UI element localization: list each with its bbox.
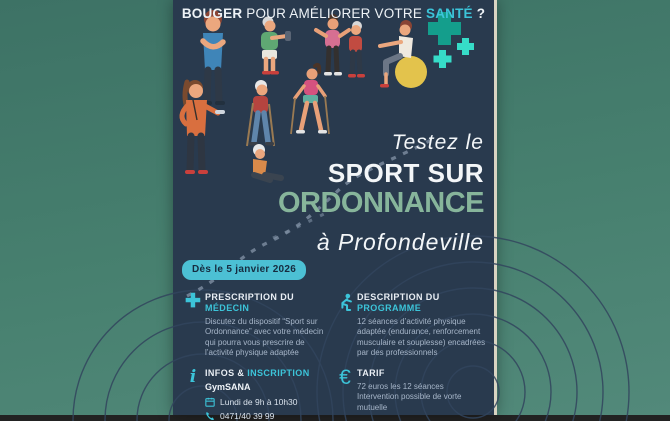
section-prescription-body: Discutez du dispositif “Sport sur Ordonnance” avec votre médecin qui pourra vous prescrire de l’activité physique adaptée	[205, 316, 324, 358]
illustration-senior-seated	[253, 144, 281, 180]
organization-name: GymSANA	[205, 381, 251, 392]
title-script-intro: Testez le	[391, 131, 484, 154]
tarif-note: Intervention possible de vorte mutuelle	[357, 392, 462, 412]
heading-accent: PROGRAMME	[357, 302, 422, 313]
phone-row	[205, 411, 310, 421]
illustration-woman-exercise-ball	[380, 20, 427, 88]
plus-icon: ✚	[185, 291, 201, 312]
main-title-block	[278, 131, 484, 256]
euro-icon: €	[339, 365, 351, 389]
schedule-row	[205, 397, 310, 407]
section-prescription-heading	[205, 292, 329, 314]
title-place: à Profondeville	[316, 229, 484, 255]
section-prescription-content	[205, 292, 329, 359]
section-tarif-content	[357, 368, 487, 413]
info-column-right	[333, 292, 487, 413]
header-word-bouger: BOUGER	[181, 6, 243, 21]
title-sport-sur: SPORT SUR	[327, 158, 484, 188]
section-programme-content	[357, 292, 487, 359]
sport-ordonnance-poster	[173, 0, 497, 421]
section-prescription	[181, 292, 329, 359]
illustration-woman-pink-weights	[316, 14, 349, 76]
tarif-price: 72 euros les 12 séances	[357, 381, 444, 391]
section-infos-heading	[205, 368, 310, 379]
illustration-man-crossed-arms	[202, 10, 225, 105]
illustration-senior-man-poles	[247, 80, 274, 146]
section-infos	[181, 368, 329, 421]
heading-main: DESCRIPTION DU	[357, 292, 440, 302]
section-programme-body: 12 séances d’activité physique adaptée (endurance, renforcement musculaire et souplesse) encadrées par des professionnels	[357, 316, 486, 358]
squat-person-icon	[333, 292, 357, 319]
section-programme-heading	[357, 292, 487, 314]
heading-main: INFOS &	[205, 367, 248, 378]
illustration-senior-dumbbell	[261, 17, 291, 75]
illustration-woman-nordic-walking	[291, 65, 329, 134]
title-ordonnance: ORDONNANCE	[277, 187, 484, 219]
section-tarif	[333, 365, 487, 413]
schedule-text: Lundi de 9h à 10h30	[220, 396, 298, 407]
header-question-mark: ?	[472, 6, 486, 21]
calendar-icon	[205, 397, 215, 407]
start-date-badge: Dès le 5 janvier 2026	[182, 260, 306, 280]
header-tagline	[173, 6, 494, 21]
header-middle-text: POUR AMÉLIORER VOTRE	[242, 6, 426, 21]
phone-icon	[205, 411, 215, 421]
section-programme	[333, 292, 487, 359]
info-icon: i	[189, 366, 197, 387]
heading-accent: MÉDECIN	[205, 302, 250, 313]
phone-number: 0471/40 39 99	[220, 410, 275, 421]
heading-accent: INSCRIPTION	[247, 367, 310, 378]
section-infos-content	[205, 368, 310, 421]
header-word-sante: SANTÉ	[425, 6, 473, 21]
heading-main: PRESCRIPTION DU	[205, 292, 295, 302]
info-column-left	[181, 292, 329, 421]
section-tarif-heading: TARIF	[357, 367, 385, 378]
